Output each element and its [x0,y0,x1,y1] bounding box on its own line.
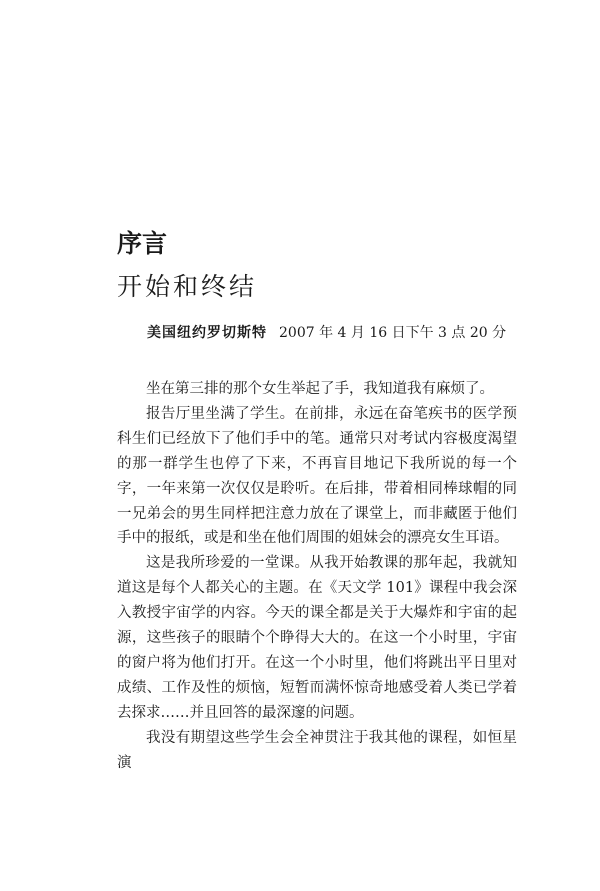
paragraph: 坐在第三排的那个女生举起了手，我知道我有麻烦了。 [146,381,494,397]
paragraph: 这是我所珍爱的一堂课。从我开始教课的那年起，我就知道这是每个人都关心的主题。在《天文学 101》课程中我会深入教授宇宙学的内容。今天的课全都是关于大爆炸和宇宙的起源，这些孩子的眼睛个个睁得大大的。在这一个小时里，宇宙的窗户将为他们打开。在这一个小时里，他们将跳出平日里对成绩、工作及性的烦恼，短暂而满怀惊奇地感受着人类已学着去探求……并且回答的最深邃的问题。 [117,555,517,721]
dateline [147,323,506,343]
chapter-title: 序言 [117,229,168,258]
dateline-place: 美国纽约罗切斯特 [147,325,267,341]
paragraph: 我没有期望这些学生会全神贯注于我其他的课程，如恒星演 [117,729,517,771]
body-text [117,377,517,776]
chapter-subtitle: 开始和终结 [117,272,258,301]
dateline-time: 2007 年 4 月 16 日下午 3 点 20 分 [279,325,507,341]
paragraph: 报告厅里坐满了学生。在前排，永远在奋笔疾书的医学预科生们已经放下了他们手中的笔。通常只对考试内容极度渴望的那一群学生也停了下来，不再盲目地记下我所说的每一个字，一年来第一次仅仅是聆听。在后排，带着相同棒球帽的同一兄弟会的男生同样把注意力放在了课堂上，而非藏匿于他们手中的报纸，或是和坐在他们周围的姐妹会的漂亮女生耳语。 [117,405,517,547]
